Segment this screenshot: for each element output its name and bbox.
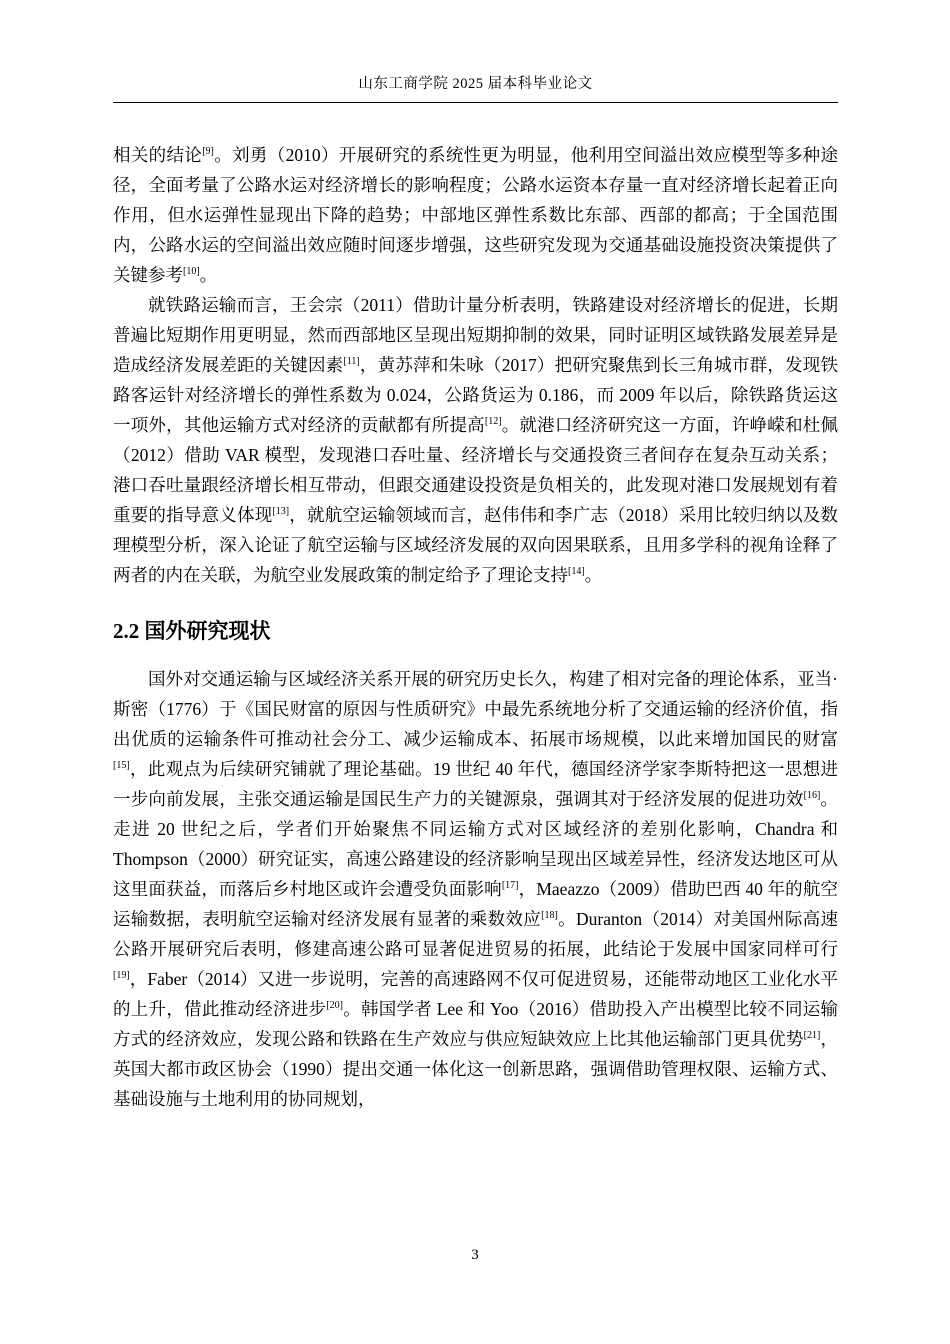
document-body	[113, 140, 838, 1114]
section-heading: 2.2 国外研究现状	[113, 619, 271, 643]
page-header	[113, 0, 838, 103]
citation-ref: [16]	[803, 790, 821, 802]
citation-ref: [9]	[202, 146, 214, 158]
paragraph: 就铁路运输而言，王会宗（2011）借助计量分析表明，铁路建设对经济增长的促进，长期普遍比短期作用更明显，然而西部地区呈现出短期抑制的效果，同时证明区域铁路发展差异是造成经济发展差距的关键因素[11]，黄苏萍和朱咏（2017）把研究聚焦到长三角城市群，发现铁路客运针对经济增长的弹性系数为 0.024，公路货运为 0.186，而 2009 年以后，除铁路货运这一项外，其他运输方式对经济的贡献都有所提高[12]。就港口经济研究这一方面，许峥嵘和杜佩（2012）借助 VAR 模型，发现港口吞吐量、经济增长与交通投资三者间存在复杂互动关系；港口吞吐量跟经济增长相互带动，但跟交通建设投资是负相关的，此发现对港口发展规划有着重要的指导意义体现[13]，就航空运输领域而言，赵伟伟和李广志（2018）采用比较归纳以及数理模型分析，深入论证了航空运输与区域经济发展的双向因果联系，且用多学科的视角诠释了两者的内在关联，为航空业发展政策的制定给予了理论支持[14]。	[113, 295, 839, 585]
paragraph: 国外对交通运输与区域经济关系开展的研究历史长久，构建了相对完备的理论体系，亚当·斯密（1776）于《国民财富的原因与性质研究》中最先系统地分析了交通运输的经济价值，指出优质的运输条件可推动社会分工、减少运输成本、拓展市场规模，以此来增加国民的财富[15]，此观点为后续研究铺就了理论基础。19 世纪 40 年代，德国经济学家李斯特把这一思想进一步向前发展，主张交通运输是国民生产力的关键源泉，强调其对于经济发展的促进功效[16]。走进 20 世纪之后，学者们开始聚焦不同运输方式对区域经济的差别化影响，Chandra 和 Thompson（2000）研究证实，高速公路建设的经济影响呈现出区域差异性，经济发达地区可从这里面获益，而落后乡村地区或许会遭受负面影响[17]，Maeazzo（2009）借助巴西 40 年的航空运输数据，表明航空运输对经济发展有显著的乘数效应[18]。Duranton（2014）对美国州际高速公路开展研究后表明，修建高速公路可显著促进贸易的拓展，此结论于发展中国家同样可行[19]，Faber（2014）又进一步说明，完善的高速路网不仅可促进贸易，还能带动地区工业化水平的上升，借此推动经济进步[20]。韩国学者 Lee 和 Yoo（2016）借助投入产出模型比较不同运输方式的经济效应，发现公路和铁路在生产效应与供应短缺效应上比其他运输部门更具优势[21]，英国大都市政区协会（1990）提出交通一体化这一创新思路，强调借助管理权限、运输方式、基础设施与土地利用的协同规划，	[113, 669, 839, 1109]
paragraph: 相关的结论[9]。刘勇（2010）开展研究的系统性更为明显，他利用空间溢出效应模型等多种途径，全面考量了公路水运对经济增长的影响程度；公路水运资本存量一直对经济增长起着正向作用，但水运弹性显现出下降的趋势；中部地区弹性系数比东部、西部的都高；于全国范围内，公路水运的空间溢出效应随时间逐步增强，这些研究发现为交通基础设施投资决策提供了关键参考[10]。	[113, 145, 839, 285]
citation-ref: [11]	[343, 356, 360, 368]
citation-ref: [18]	[541, 910, 558, 922]
citation-ref: [15]	[113, 760, 130, 772]
citation-ref: [21]	[803, 1030, 821, 1042]
citation-ref: [20]	[326, 1000, 343, 1012]
page-footer	[0, 1247, 950, 1264]
header-divider	[113, 102, 838, 103]
citation-ref: [10]	[183, 266, 200, 278]
page-number: 3	[471, 1247, 479, 1263]
citation-ref: [14]	[568, 566, 585, 578]
header-title: 山东工商学院 2025 届本科毕业论文	[358, 76, 593, 92]
citation-ref: [12]	[484, 416, 502, 428]
citation-ref: [17]	[501, 880, 519, 892]
citation-ref: [13]	[272, 506, 290, 518]
citation-ref: [19]	[113, 970, 130, 982]
